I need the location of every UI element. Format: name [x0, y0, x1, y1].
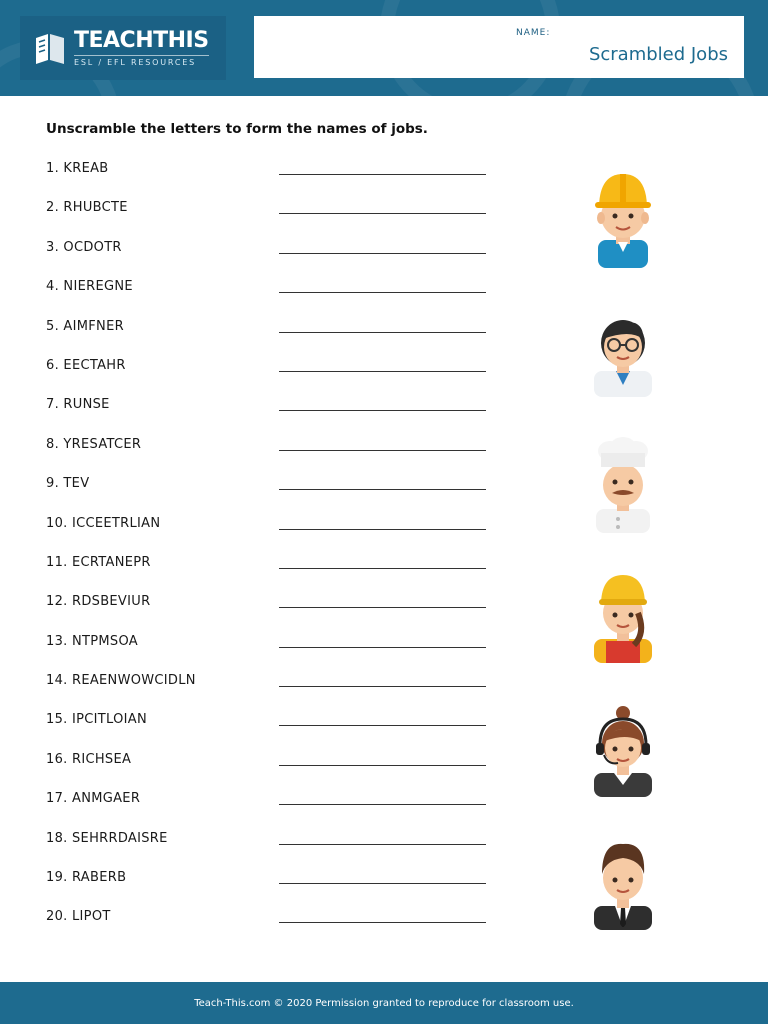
scrambled-word: 13. NTPMSOA	[46, 633, 138, 649]
teachthis-logo	[20, 16, 226, 80]
answer-blank[interactable]	[279, 410, 486, 411]
scrambled-word: 3. OCDOTR	[46, 239, 122, 255]
list-item	[46, 158, 496, 197]
scrambled-word: 8. YRESATCER	[46, 436, 142, 452]
scrambled-word: 20. LIPOT	[46, 909, 111, 925]
businessman-icon	[590, 838, 656, 930]
construction-worker-icon	[590, 170, 656, 268]
scrambled-word: 6. EECTAHR	[46, 357, 126, 373]
list-item	[46, 749, 496, 788]
list-item	[46, 631, 496, 670]
list-item	[46, 513, 496, 552]
scrambled-word: 15. IPCITLOIAN	[46, 712, 147, 728]
list-item	[46, 591, 496, 630]
answer-blank[interactable]	[279, 883, 486, 884]
scrambled-word: 17. ANMGAER	[46, 791, 141, 807]
list-item	[46, 906, 496, 945]
list-item	[46, 316, 496, 355]
list-item	[46, 788, 496, 827]
answer-blank[interactable]	[279, 213, 486, 214]
answer-blank[interactable]	[279, 332, 486, 333]
copyright-notice: Teach-This.com © 2020 Permission granted to reproduce for classroom use.	[194, 997, 574, 1009]
answer-blank[interactable]	[279, 568, 486, 569]
scrambled-word: 18. SEHRRDAISRE	[46, 830, 168, 846]
list-item	[46, 197, 496, 236]
scrambled-word: 2. RHUBCTE	[46, 200, 128, 216]
answer-blank[interactable]	[279, 292, 486, 293]
worksheet-title: Scrambled Jobs	[588, 44, 728, 65]
answer-blank[interactable]	[279, 371, 486, 372]
logo-wordmark: TEACHTHIS	[74, 28, 209, 53]
scrambled-word: 14. REAENWOWCIDLN	[46, 673, 196, 689]
footer-banner	[0, 982, 768, 1024]
list-item	[46, 394, 496, 433]
answer-blank[interactable]	[279, 174, 486, 175]
list-item	[46, 670, 496, 709]
answer-blank[interactable]	[279, 725, 486, 726]
instructions: Unscramble the letters to form the names of jobs.	[46, 121, 428, 137]
answer-blank[interactable]	[279, 647, 486, 648]
answer-blank[interactable]	[279, 922, 486, 923]
scrambled-words-list	[46, 158, 496, 946]
scrambled-word: 1. KREAB	[46, 161, 109, 176]
scrambled-word: 4. NIEREGNE	[46, 279, 133, 295]
name-field-box[interactable]	[254, 16, 744, 78]
list-item	[46, 828, 496, 867]
scrambled-word: 16. RICHSEA	[46, 751, 132, 767]
chef-icon	[590, 437, 656, 533]
delivery-worker-icon	[590, 573, 656, 663]
scrambled-word: 5. AIMFNER	[46, 318, 124, 334]
answer-blank[interactable]	[279, 765, 486, 766]
logo-tagline: ESL / EFL RESOURCES	[74, 55, 209, 67]
list-item	[46, 473, 496, 512]
header-banner	[0, 0, 768, 96]
answer-blank[interactable]	[279, 686, 486, 687]
call-center-operator-icon	[590, 705, 656, 797]
scrambled-word: 10. ICCEETRLIAN	[46, 515, 161, 531]
teacher-with-glasses-icon	[590, 305, 656, 397]
scrambled-word: 19. RABERB	[46, 870, 127, 886]
answer-blank[interactable]	[279, 253, 486, 254]
scrambled-word: 7. RUNSE	[46, 397, 110, 413]
list-item	[46, 552, 496, 591]
answer-blank[interactable]	[279, 804, 486, 805]
scrambled-word: 11. ECRTANEPR	[46, 554, 151, 570]
scrambled-word: 12. RDSBEVIUR	[46, 594, 151, 610]
name-label: NAME:	[516, 28, 551, 38]
list-item	[46, 276, 496, 315]
answer-blank[interactable]	[279, 450, 486, 451]
scrambled-word: 9. TEV	[46, 476, 90, 492]
list-item	[46, 237, 496, 276]
answer-blank[interactable]	[279, 844, 486, 845]
answer-blank[interactable]	[279, 489, 486, 490]
answer-blank[interactable]	[279, 529, 486, 530]
list-item	[46, 867, 496, 906]
list-item	[46, 709, 496, 748]
book-icon	[34, 30, 68, 66]
list-item	[46, 434, 496, 473]
list-item	[46, 355, 496, 394]
answer-blank[interactable]	[279, 607, 486, 608]
